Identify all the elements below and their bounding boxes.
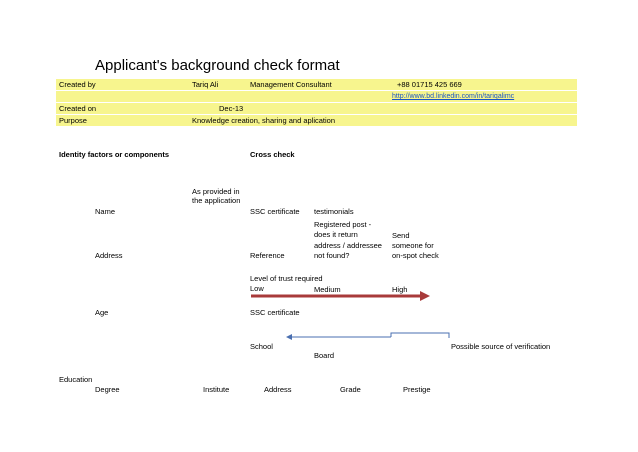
send-someone-line-3: on-spot check xyxy=(392,251,439,260)
source-school: School xyxy=(250,342,273,351)
row-label-age: Age xyxy=(95,308,109,317)
name-check-ssc: SSC certificate xyxy=(250,207,300,216)
created-on-value: Dec-13 xyxy=(219,104,244,113)
created-by-label: Created by xyxy=(59,80,96,89)
cross-check-column-header: Cross check xyxy=(250,150,295,159)
registered-post-line-1: Registered post - xyxy=(314,220,372,229)
identity-column-header: Identity factors or components xyxy=(59,150,170,159)
created-on-label: Created on xyxy=(59,104,97,113)
address-check-reference: Reference xyxy=(250,251,285,260)
registered-post-line-4: not found? xyxy=(314,251,350,260)
trust-level-low: Low xyxy=(250,284,264,293)
author-role: Management Consultant xyxy=(250,80,332,89)
source-board: Board xyxy=(314,351,335,360)
registered-post-line-2: does it return xyxy=(314,230,358,239)
linkedin-link[interactable]: http://www.bd.linkedin.com/in/tariqalimc xyxy=(392,93,515,100)
purpose-label: Purpose xyxy=(59,116,87,125)
education-degree: Degree xyxy=(95,385,120,394)
row-label-address: Address xyxy=(95,251,123,260)
possible-source-label: Possible source of verification xyxy=(451,342,551,351)
row-label-education: Education xyxy=(59,375,93,384)
as-provided-line-2: the application xyxy=(192,196,241,205)
row-label-name: Name xyxy=(95,207,116,216)
education-institute: Institute xyxy=(203,385,230,394)
as-provided-line-1: As provided in xyxy=(192,187,240,196)
trust-level-arrow xyxy=(251,291,430,301)
send-someone-line-1: Send xyxy=(392,231,410,240)
author-name: Tariq Ali xyxy=(192,80,219,89)
education-grade: Grade xyxy=(340,385,361,394)
age-check-ssc: SSC certificate xyxy=(250,308,300,317)
registered-post-line-3: address / addressee xyxy=(314,241,382,250)
trust-level-label: Level of trust required xyxy=(250,274,323,283)
author-phone: +88 01715 425 669 xyxy=(397,80,462,89)
education-prestige: Prestige xyxy=(403,385,431,394)
name-check-testimonials: testimonials xyxy=(314,207,354,216)
page-title: Applicant's background check format xyxy=(95,57,340,74)
send-someone-line-2: someone for xyxy=(392,241,434,250)
trust-level-medium: Medium xyxy=(314,285,341,294)
trust-level-high: High xyxy=(392,285,408,294)
purpose-value: Knowledge creation, sharing and aplication xyxy=(192,116,336,125)
verification-source-arrow xyxy=(286,333,449,340)
education-address: Address xyxy=(264,385,292,394)
